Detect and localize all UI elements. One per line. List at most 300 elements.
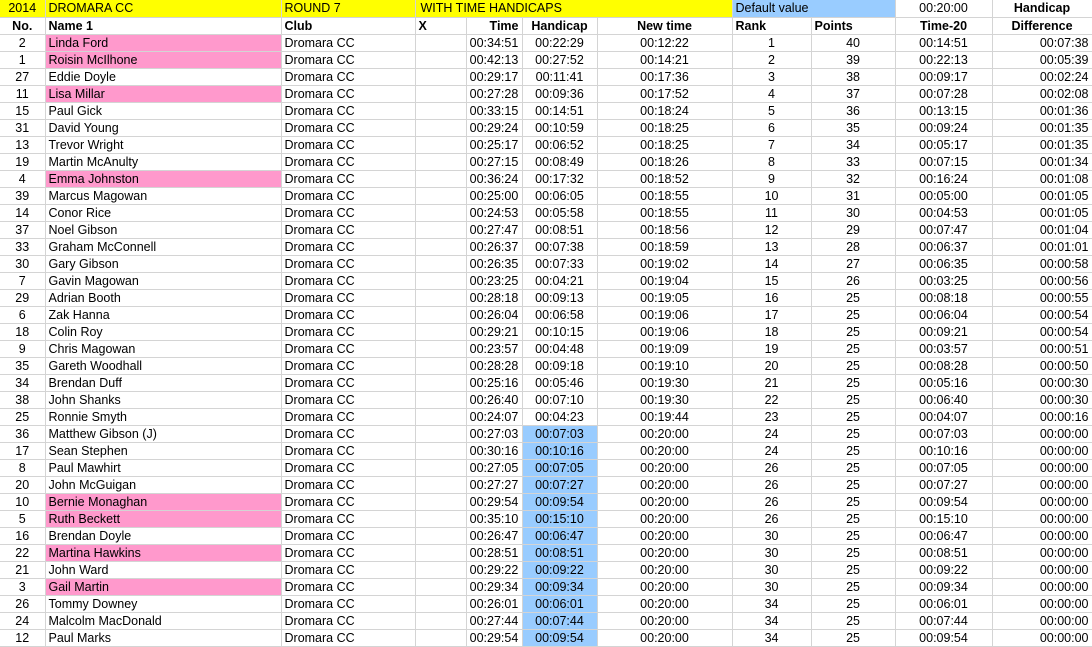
cell-x[interactable] bbox=[415, 476, 466, 493]
cell-name[interactable]: Paul Gick bbox=[45, 102, 281, 119]
cell-x[interactable] bbox=[415, 442, 466, 459]
cell-club[interactable]: Dromara CC bbox=[281, 561, 415, 578]
cell-x[interactable] bbox=[415, 289, 466, 306]
cell-name[interactable]: Tommy Downey bbox=[45, 595, 281, 612]
cell-name[interactable]: Paul Mawhirt bbox=[45, 459, 281, 476]
cell-club[interactable]: Dromara CC bbox=[281, 323, 415, 340]
cell-no[interactable]: 31 bbox=[0, 119, 45, 136]
cell-new-time[interactable]: 00:18:25 bbox=[597, 136, 732, 153]
cell-new-time[interactable]: 00:19:06 bbox=[597, 306, 732, 323]
cell-rank[interactable]: 26 bbox=[732, 476, 811, 493]
cell-rank[interactable]: 24 bbox=[732, 425, 811, 442]
cell-club[interactable]: Dromara CC bbox=[281, 187, 415, 204]
cell-rank[interactable]: 30 bbox=[732, 527, 811, 544]
cell-new-time[interactable]: 00:17:52 bbox=[597, 85, 732, 102]
round-cell[interactable]: ROUND 7 bbox=[281, 0, 415, 17]
cell-new-time[interactable]: 00:19:02 bbox=[597, 255, 732, 272]
cell-x[interactable] bbox=[415, 187, 466, 204]
cell-time[interactable]: 00:26:40 bbox=[466, 391, 522, 408]
cell-rank[interactable]: 4 bbox=[732, 85, 811, 102]
cell-x[interactable] bbox=[415, 459, 466, 476]
cell-no[interactable]: 17 bbox=[0, 442, 45, 459]
cell-rank[interactable]: 11 bbox=[732, 204, 811, 221]
cell-x[interactable] bbox=[415, 153, 466, 170]
cell-club[interactable]: Dromara CC bbox=[281, 595, 415, 612]
cell-rank[interactable]: 34 bbox=[732, 595, 811, 612]
cell-difference[interactable]: 00:00:30 bbox=[992, 374, 1092, 391]
default-value-label-cell[interactable]: Default value bbox=[732, 0, 895, 17]
cell-time[interactable]: 00:30:16 bbox=[466, 442, 522, 459]
cell-rank[interactable]: 22 bbox=[732, 391, 811, 408]
cell-new-time[interactable]: 00:20:00 bbox=[597, 612, 732, 629]
cell-time-20[interactable]: 00:07:47 bbox=[895, 221, 992, 238]
cell-new-time[interactable]: 00:20:00 bbox=[597, 544, 732, 561]
cell-rank[interactable]: 30 bbox=[732, 578, 811, 595]
cell-rank[interactable]: 30 bbox=[732, 561, 811, 578]
cell-name[interactable]: Matthew Gibson (J) bbox=[45, 425, 281, 442]
cell-time-20[interactable]: 00:06:47 bbox=[895, 527, 992, 544]
header-x[interactable]: X bbox=[415, 17, 466, 34]
cell-club[interactable]: Dromara CC bbox=[281, 204, 415, 221]
cell-rank[interactable]: 19 bbox=[732, 340, 811, 357]
cell-new-time[interactable]: 00:20:00 bbox=[597, 561, 732, 578]
cell-x[interactable] bbox=[415, 629, 466, 646]
header-difference[interactable]: Difference bbox=[992, 17, 1092, 34]
cell-handicap[interactable]: 00:09:54 bbox=[522, 629, 597, 646]
cell-handicap[interactable]: 00:22:29 bbox=[522, 34, 597, 51]
cell-difference[interactable]: 00:02:24 bbox=[992, 68, 1092, 85]
cell-name[interactable]: John Shanks bbox=[45, 391, 281, 408]
cell-points[interactable]: 25 bbox=[811, 544, 895, 561]
cell-time[interactable]: 00:29:22 bbox=[466, 561, 522, 578]
cell-no[interactable]: 24 bbox=[0, 612, 45, 629]
cell-time-20[interactable]: 00:06:40 bbox=[895, 391, 992, 408]
cell-handicap[interactable]: 00:06:52 bbox=[522, 136, 597, 153]
cell-rank[interactable]: 14 bbox=[732, 255, 811, 272]
cell-club[interactable]: Dromara CC bbox=[281, 374, 415, 391]
cell-club[interactable]: Dromara CC bbox=[281, 425, 415, 442]
cell-time[interactable]: 00:28:51 bbox=[466, 544, 522, 561]
cell-club[interactable]: Dromara CC bbox=[281, 408, 415, 425]
cell-time[interactable]: 00:26:01 bbox=[466, 595, 522, 612]
cell-handicap[interactable]: 00:11:41 bbox=[522, 68, 597, 85]
cell-no[interactable]: 27 bbox=[0, 68, 45, 85]
header-club[interactable]: Club bbox=[281, 17, 415, 34]
cell-difference[interactable]: 00:00:00 bbox=[992, 493, 1092, 510]
cell-rank[interactable]: 5 bbox=[732, 102, 811, 119]
cell-handicap[interactable]: 00:10:15 bbox=[522, 323, 597, 340]
cell-time-20[interactable]: 00:08:28 bbox=[895, 357, 992, 374]
cell-time[interactable]: 00:26:35 bbox=[466, 255, 522, 272]
cell-difference[interactable]: 00:00:30 bbox=[992, 391, 1092, 408]
cell-time[interactable]: 00:36:24 bbox=[466, 170, 522, 187]
header-rank[interactable]: Rank bbox=[732, 17, 811, 34]
cell-x[interactable] bbox=[415, 340, 466, 357]
cell-handicap[interactable]: 00:04:23 bbox=[522, 408, 597, 425]
cell-x[interactable] bbox=[415, 425, 466, 442]
cell-new-time[interactable]: 00:20:00 bbox=[597, 527, 732, 544]
cell-difference[interactable]: 00:01:08 bbox=[992, 170, 1092, 187]
cell-no[interactable]: 8 bbox=[0, 459, 45, 476]
cell-difference[interactable]: 00:01:36 bbox=[992, 102, 1092, 119]
cell-new-time[interactable]: 00:19:09 bbox=[597, 340, 732, 357]
cell-time-20[interactable]: 00:22:13 bbox=[895, 51, 992, 68]
cell-no[interactable]: 33 bbox=[0, 238, 45, 255]
cell-rank[interactable]: 20 bbox=[732, 357, 811, 374]
cell-time[interactable]: 00:28:28 bbox=[466, 357, 522, 374]
cell-time[interactable]: 00:24:53 bbox=[466, 204, 522, 221]
cell-x[interactable] bbox=[415, 578, 466, 595]
cell-x[interactable] bbox=[415, 136, 466, 153]
cell-new-time[interactable]: 00:18:56 bbox=[597, 221, 732, 238]
cell-x[interactable] bbox=[415, 323, 466, 340]
cell-difference[interactable]: 00:00:00 bbox=[992, 527, 1092, 544]
cell-rank[interactable]: 21 bbox=[732, 374, 811, 391]
header-no[interactable]: No. bbox=[0, 17, 45, 34]
cell-no[interactable]: 39 bbox=[0, 187, 45, 204]
cell-time-20[interactable]: 00:04:07 bbox=[895, 408, 992, 425]
cell-x[interactable] bbox=[415, 374, 466, 391]
cell-difference[interactable]: 00:00:00 bbox=[992, 425, 1092, 442]
header-points[interactable]: Points bbox=[811, 17, 895, 34]
cell-name[interactable]: Gavin Magowan bbox=[45, 272, 281, 289]
cell-time-20[interactable]: 00:08:51 bbox=[895, 544, 992, 561]
cell-time-20[interactable]: 00:04:53 bbox=[895, 204, 992, 221]
header-time[interactable]: Time bbox=[466, 17, 522, 34]
cell-no[interactable]: 38 bbox=[0, 391, 45, 408]
cell-x[interactable] bbox=[415, 272, 466, 289]
cell-name[interactable]: Marcus Magowan bbox=[45, 187, 281, 204]
cell-time[interactable]: 00:24:07 bbox=[466, 408, 522, 425]
cell-x[interactable] bbox=[415, 102, 466, 119]
cell-name[interactable]: Noel Gibson bbox=[45, 221, 281, 238]
cell-new-time[interactable]: 00:19:05 bbox=[597, 289, 732, 306]
cell-club[interactable]: Dromara CC bbox=[281, 306, 415, 323]
cell-time-20[interactable]: 00:06:01 bbox=[895, 595, 992, 612]
cell-time-20[interactable]: 00:09:22 bbox=[895, 561, 992, 578]
cell-no[interactable]: 2 bbox=[0, 34, 45, 51]
cell-no[interactable]: 30 bbox=[0, 255, 45, 272]
cell-time-20[interactable]: 00:07:03 bbox=[895, 425, 992, 442]
cell-difference[interactable]: 00:01:05 bbox=[992, 187, 1092, 204]
cell-handicap[interactable]: 00:08:51 bbox=[522, 221, 597, 238]
cell-new-time[interactable]: 00:20:00 bbox=[597, 442, 732, 459]
cell-difference[interactable]: 00:01:04 bbox=[992, 221, 1092, 238]
cell-new-time[interactable]: 00:20:00 bbox=[597, 425, 732, 442]
cell-x[interactable] bbox=[415, 306, 466, 323]
cell-points[interactable]: 37 bbox=[811, 85, 895, 102]
cell-difference[interactable]: 00:01:01 bbox=[992, 238, 1092, 255]
cell-club[interactable]: Dromara CC bbox=[281, 34, 415, 51]
cell-difference[interactable]: 00:01:05 bbox=[992, 204, 1092, 221]
cell-points[interactable]: 32 bbox=[811, 170, 895, 187]
cell-x[interactable] bbox=[415, 85, 466, 102]
cell-no[interactable]: 5 bbox=[0, 510, 45, 527]
cell-club[interactable]: Dromara CC bbox=[281, 493, 415, 510]
cell-no[interactable]: 15 bbox=[0, 102, 45, 119]
cell-time[interactable]: 00:29:54 bbox=[466, 493, 522, 510]
cell-rank[interactable]: 23 bbox=[732, 408, 811, 425]
cell-time-20[interactable]: 00:07:27 bbox=[895, 476, 992, 493]
cell-no[interactable]: 19 bbox=[0, 153, 45, 170]
cell-difference[interactable]: 00:00:00 bbox=[992, 544, 1092, 561]
cell-time[interactable]: 00:28:18 bbox=[466, 289, 522, 306]
cell-x[interactable] bbox=[415, 238, 466, 255]
cell-name[interactable]: Trevor Wright bbox=[45, 136, 281, 153]
cell-difference[interactable]: 00:00:58 bbox=[992, 255, 1092, 272]
cell-rank[interactable]: 12 bbox=[732, 221, 811, 238]
cell-club[interactable]: Dromara CC bbox=[281, 391, 415, 408]
cell-x[interactable] bbox=[415, 119, 466, 136]
cell-points[interactable]: 34 bbox=[811, 136, 895, 153]
cell-rank[interactable]: 17 bbox=[732, 306, 811, 323]
cell-handicap[interactable]: 00:07:33 bbox=[522, 255, 597, 272]
cell-difference[interactable]: 00:01:35 bbox=[992, 119, 1092, 136]
cell-x[interactable] bbox=[415, 391, 466, 408]
cell-time-20[interactable]: 00:03:57 bbox=[895, 340, 992, 357]
cell-club[interactable]: Dromara CC bbox=[281, 612, 415, 629]
cell-name[interactable]: Zak Hanna bbox=[45, 306, 281, 323]
cell-points[interactable]: 29 bbox=[811, 221, 895, 238]
cell-difference[interactable]: 00:07:38 bbox=[992, 34, 1092, 51]
cell-club[interactable]: Dromara CC bbox=[281, 119, 415, 136]
cell-new-time[interactable]: 00:18:59 bbox=[597, 238, 732, 255]
cell-name[interactable]: Ronnie Smyth bbox=[45, 408, 281, 425]
cell-new-time[interactable]: 00:20:00 bbox=[597, 510, 732, 527]
cell-time-20[interactable]: 00:07:15 bbox=[895, 153, 992, 170]
cell-handicap[interactable]: 00:14:51 bbox=[522, 102, 597, 119]
cell-points[interactable]: 40 bbox=[811, 34, 895, 51]
cell-rank[interactable]: 9 bbox=[732, 170, 811, 187]
cell-new-time[interactable]: 00:19:04 bbox=[597, 272, 732, 289]
cell-time-20[interactable]: 00:07:44 bbox=[895, 612, 992, 629]
cell-name[interactable]: Conor Rice bbox=[45, 204, 281, 221]
cell-no[interactable]: 29 bbox=[0, 289, 45, 306]
cell-new-time[interactable]: 00:20:00 bbox=[597, 493, 732, 510]
cell-name[interactable]: Paul Marks bbox=[45, 629, 281, 646]
cell-x[interactable] bbox=[415, 493, 466, 510]
cell-x[interactable] bbox=[415, 204, 466, 221]
cell-no[interactable]: 21 bbox=[0, 561, 45, 578]
cell-time[interactable]: 00:27:28 bbox=[466, 85, 522, 102]
cell-handicap[interactable]: 00:07:27 bbox=[522, 476, 597, 493]
cell-name[interactable]: Brendan Duff bbox=[45, 374, 281, 391]
cell-rank[interactable]: 16 bbox=[732, 289, 811, 306]
cell-points[interactable]: 25 bbox=[811, 493, 895, 510]
cell-difference[interactable]: 00:00:00 bbox=[992, 595, 1092, 612]
cell-club[interactable]: Dromara CC bbox=[281, 527, 415, 544]
cell-difference[interactable]: 00:00:51 bbox=[992, 340, 1092, 357]
cell-name[interactable]: Linda Ford bbox=[45, 34, 281, 51]
cell-club[interactable]: Dromara CC bbox=[281, 510, 415, 527]
cell-handicap[interactable]: 00:10:16 bbox=[522, 442, 597, 459]
cell-time-20[interactable]: 00:05:17 bbox=[895, 136, 992, 153]
cell-name[interactable]: Graham McConnell bbox=[45, 238, 281, 255]
cell-no[interactable]: 37 bbox=[0, 221, 45, 238]
cell-new-time[interactable]: 00:14:21 bbox=[597, 51, 732, 68]
cell-no[interactable]: 13 bbox=[0, 136, 45, 153]
cell-time-20[interactable]: 00:06:37 bbox=[895, 238, 992, 255]
cell-handicap[interactable]: 00:08:51 bbox=[522, 544, 597, 561]
cell-x[interactable] bbox=[415, 510, 466, 527]
default-time-cell[interactable]: 00:20:00 bbox=[895, 0, 992, 17]
cell-points[interactable]: 27 bbox=[811, 255, 895, 272]
cell-difference[interactable]: 00:00:56 bbox=[992, 272, 1092, 289]
cell-rank[interactable]: 8 bbox=[732, 153, 811, 170]
cell-time-20[interactable]: 00:09:54 bbox=[895, 629, 992, 646]
cell-points[interactable]: 31 bbox=[811, 187, 895, 204]
cell-rank[interactable]: 7 bbox=[732, 136, 811, 153]
cell-time[interactable]: 00:26:04 bbox=[466, 306, 522, 323]
cell-club[interactable]: Dromara CC bbox=[281, 136, 415, 153]
cell-handicap[interactable]: 00:09:18 bbox=[522, 357, 597, 374]
cell-time-20[interactable]: 00:10:16 bbox=[895, 442, 992, 459]
cell-x[interactable] bbox=[415, 612, 466, 629]
cell-time-20[interactable]: 00:05:00 bbox=[895, 187, 992, 204]
cell-rank[interactable]: 6 bbox=[732, 119, 811, 136]
cell-new-time[interactable]: 00:20:00 bbox=[597, 578, 732, 595]
cell-points[interactable]: 25 bbox=[811, 425, 895, 442]
cell-x[interactable] bbox=[415, 221, 466, 238]
cell-name[interactable]: Sean Stephen bbox=[45, 442, 281, 459]
cell-difference[interactable]: 00:00:54 bbox=[992, 323, 1092, 340]
cell-x[interactable] bbox=[415, 34, 466, 51]
cell-time-20[interactable]: 00:06:04 bbox=[895, 306, 992, 323]
cell-club[interactable]: Dromara CC bbox=[281, 442, 415, 459]
header-name[interactable]: Name 1 bbox=[45, 17, 281, 34]
cell-name[interactable]: Ruth Beckett bbox=[45, 510, 281, 527]
cell-no[interactable]: 34 bbox=[0, 374, 45, 391]
cell-points[interactable]: 25 bbox=[811, 306, 895, 323]
cell-no[interactable]: 20 bbox=[0, 476, 45, 493]
handicap-title-cell[interactable]: Handicap bbox=[992, 0, 1092, 17]
cell-handicap[interactable]: 00:06:58 bbox=[522, 306, 597, 323]
cell-time-20[interactable]: 00:07:05 bbox=[895, 459, 992, 476]
cell-club[interactable]: Dromara CC bbox=[281, 272, 415, 289]
cell-difference[interactable]: 00:00:55 bbox=[992, 289, 1092, 306]
cell-name[interactable]: Adrian Booth bbox=[45, 289, 281, 306]
cell-time[interactable]: 00:27:03 bbox=[466, 425, 522, 442]
cell-handicap[interactable]: 00:06:01 bbox=[522, 595, 597, 612]
year-cell[interactable]: 2014 bbox=[0, 0, 45, 17]
cell-difference[interactable]: 00:00:00 bbox=[992, 510, 1092, 527]
cell-club[interactable]: Dromara CC bbox=[281, 221, 415, 238]
cell-x[interactable] bbox=[415, 544, 466, 561]
cell-rank[interactable]: 18 bbox=[732, 323, 811, 340]
cell-handicap[interactable]: 00:15:10 bbox=[522, 510, 597, 527]
cell-new-time[interactable]: 00:18:55 bbox=[597, 204, 732, 221]
cell-name[interactable]: Martina Hawkins bbox=[45, 544, 281, 561]
cell-handicap[interactable]: 00:09:36 bbox=[522, 85, 597, 102]
cell-time[interactable]: 00:23:25 bbox=[466, 272, 522, 289]
cell-time[interactable]: 00:29:34 bbox=[466, 578, 522, 595]
cell-new-time[interactable]: 00:12:22 bbox=[597, 34, 732, 51]
cell-points[interactable]: 25 bbox=[811, 459, 895, 476]
cell-x[interactable] bbox=[415, 527, 466, 544]
cell-difference[interactable]: 00:05:39 bbox=[992, 51, 1092, 68]
cell-handicap[interactable]: 00:10:59 bbox=[522, 119, 597, 136]
cell-no[interactable]: 3 bbox=[0, 578, 45, 595]
cell-handicap[interactable]: 00:09:22 bbox=[522, 561, 597, 578]
cell-time-20[interactable]: 00:07:28 bbox=[895, 85, 992, 102]
cell-handicap[interactable]: 00:05:58 bbox=[522, 204, 597, 221]
cell-club[interactable]: Dromara CC bbox=[281, 102, 415, 119]
cell-handicap[interactable]: 00:05:46 bbox=[522, 374, 597, 391]
cell-handicap[interactable]: 00:07:05 bbox=[522, 459, 597, 476]
cell-time[interactable]: 00:29:54 bbox=[466, 629, 522, 646]
cell-new-time[interactable]: 00:19:06 bbox=[597, 323, 732, 340]
cell-new-time[interactable]: 00:17:36 bbox=[597, 68, 732, 85]
cell-handicap[interactable]: 00:07:38 bbox=[522, 238, 597, 255]
club-title-cell[interactable]: DROMARA CC bbox=[45, 0, 281, 17]
cell-time-20[interactable]: 00:05:16 bbox=[895, 374, 992, 391]
cell-handicap[interactable]: 00:09:54 bbox=[522, 493, 597, 510]
cell-name[interactable]: Gail Martin bbox=[45, 578, 281, 595]
cell-handicap[interactable]: 00:04:48 bbox=[522, 340, 597, 357]
cell-rank[interactable]: 26 bbox=[732, 459, 811, 476]
cell-time[interactable]: 00:25:16 bbox=[466, 374, 522, 391]
cell-new-time[interactable]: 00:19:30 bbox=[597, 374, 732, 391]
cell-time[interactable]: 00:29:24 bbox=[466, 119, 522, 136]
cell-points[interactable]: 33 bbox=[811, 153, 895, 170]
cell-club[interactable]: Dromara CC bbox=[281, 289, 415, 306]
cell-time-20[interactable]: 00:06:35 bbox=[895, 255, 992, 272]
cell-difference[interactable]: 00:01:35 bbox=[992, 136, 1092, 153]
cell-no[interactable]: 1 bbox=[0, 51, 45, 68]
cell-rank[interactable]: 24 bbox=[732, 442, 811, 459]
cell-name[interactable]: Martin McAnulty bbox=[45, 153, 281, 170]
cell-no[interactable]: 4 bbox=[0, 170, 45, 187]
cell-handicap[interactable]: 00:06:47 bbox=[522, 527, 597, 544]
cell-no[interactable]: 11 bbox=[0, 85, 45, 102]
cell-x[interactable] bbox=[415, 255, 466, 272]
cell-rank[interactable]: 34 bbox=[732, 629, 811, 646]
cell-points[interactable]: 28 bbox=[811, 238, 895, 255]
cell-name[interactable]: Bernie Monaghan bbox=[45, 493, 281, 510]
cell-points[interactable]: 25 bbox=[811, 391, 895, 408]
cell-new-time[interactable]: 00:20:00 bbox=[597, 595, 732, 612]
cell-difference[interactable]: 00:01:34 bbox=[992, 153, 1092, 170]
cell-difference[interactable]: 00:00:00 bbox=[992, 561, 1092, 578]
cell-no[interactable]: 6 bbox=[0, 306, 45, 323]
cell-name[interactable]: David Young bbox=[45, 119, 281, 136]
cell-x[interactable] bbox=[415, 68, 466, 85]
cell-x[interactable] bbox=[415, 357, 466, 374]
cell-x[interactable] bbox=[415, 170, 466, 187]
cell-handicap[interactable]: 00:08:49 bbox=[522, 153, 597, 170]
cell-handicap[interactable]: 00:17:32 bbox=[522, 170, 597, 187]
cell-no[interactable]: 7 bbox=[0, 272, 45, 289]
cell-points[interactable]: 25 bbox=[811, 442, 895, 459]
cell-no[interactable]: 35 bbox=[0, 357, 45, 374]
cell-no[interactable]: 16 bbox=[0, 527, 45, 544]
cell-rank[interactable]: 26 bbox=[732, 510, 811, 527]
cell-points[interactable]: 36 bbox=[811, 102, 895, 119]
cell-handicap[interactable]: 00:07:03 bbox=[522, 425, 597, 442]
cell-points[interactable]: 25 bbox=[811, 561, 895, 578]
cell-time[interactable]: 00:42:13 bbox=[466, 51, 522, 68]
cell-no[interactable]: 12 bbox=[0, 629, 45, 646]
cell-new-time[interactable]: 00:18:26 bbox=[597, 153, 732, 170]
cell-points[interactable]: 25 bbox=[811, 357, 895, 374]
cell-no[interactable]: 10 bbox=[0, 493, 45, 510]
cell-time[interactable]: 00:26:47 bbox=[466, 527, 522, 544]
cell-time[interactable]: 00:34:51 bbox=[466, 34, 522, 51]
cell-club[interactable]: Dromara CC bbox=[281, 340, 415, 357]
cell-no[interactable]: 26 bbox=[0, 595, 45, 612]
cell-time-20[interactable]: 00:14:51 bbox=[895, 34, 992, 51]
cell-time[interactable]: 00:35:10 bbox=[466, 510, 522, 527]
